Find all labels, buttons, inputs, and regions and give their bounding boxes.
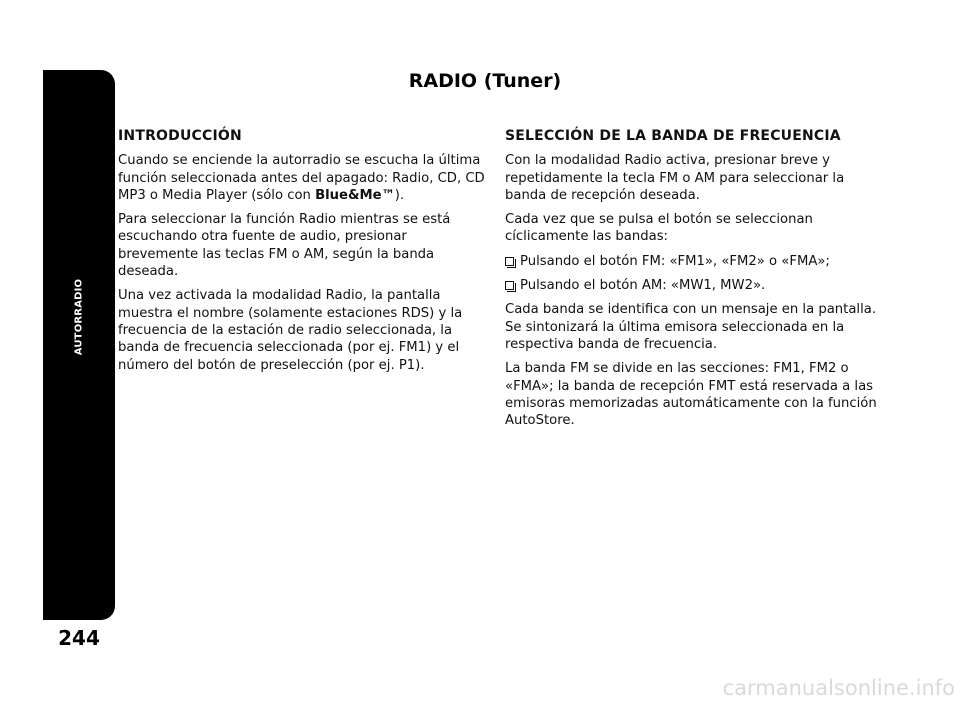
intro-p1-text: Cuando se enciende la autorradio se escucha la última función seleccionada antes del apagado: Radio, CD, CD MP3 o Media Player (sólo con xyxy=(118,153,485,203)
left-column xyxy=(118,128,490,381)
right-column xyxy=(505,128,877,436)
list-item-text: Pulsando el botón FM: «FM1», «FM2» o «FMA»; xyxy=(520,253,830,269)
checkbox-bullet-icon xyxy=(505,257,514,266)
blue-me-brand: Blue&Me™ xyxy=(315,187,395,203)
band-paragraph-3: Cada banda se identifica con un mensaje en la pantalla. Se sintonizará la última emisora seleccionada en la respectiva banda de frecuencia. xyxy=(505,302,877,352)
page-title: RADIO (Tuner) xyxy=(408,70,562,92)
band-paragraph-2: Cada vez que se pulsa el botón se seleccionan cíclicamente las bandas: xyxy=(505,212,813,245)
list-item-text: Pulsando el botón AM: «MW1, MW2». xyxy=(520,278,766,294)
band-paragraph-4: La banda FM se divide en las secciones: FM1, FM2 o «FMA»; la banda de recepción FMT está reservada a las emisoras memorizadas automáticamente con la función AutoStore. xyxy=(505,361,877,429)
list-item xyxy=(505,253,877,270)
section-label: AUTORRADIO xyxy=(73,278,85,356)
intro-heading: INTRODUCCIÓN xyxy=(118,128,242,144)
checkbox-bullet-icon xyxy=(505,281,514,290)
intro-paragraph-1 xyxy=(118,152,490,204)
intro-p1-end: ). xyxy=(394,187,405,203)
band-paragraph-1: Con la modalidad Radio activa, presionar breve y repetidamente la tecla FM o AM para seleccionar la banda de recepción deseada. xyxy=(505,153,845,203)
watermark: carmanualsonline.info xyxy=(722,676,955,700)
intro-paragraph-2: Para seleccionar la función Radio mientras se está escuchando otra fuente de audio, presionar brevemente las teclas FM o AM, según la banda deseada. xyxy=(118,212,451,280)
band-selection-heading: SELECCIÓN DE LA BANDA DE FRECUENCIA xyxy=(505,128,841,144)
intro-paragraph-3: Una vez activada la modalidad Radio, la pantalla muestra el nombre (solamente estaciones RDS) y la frecuencia de la estación de radio seleccionada, la banda de frecuencia seleccionada (por ej. FM1) y el número del botón de preselección (por ej. P1). xyxy=(118,288,463,373)
page-number: 244 xyxy=(58,626,100,650)
list-item xyxy=(505,277,877,294)
